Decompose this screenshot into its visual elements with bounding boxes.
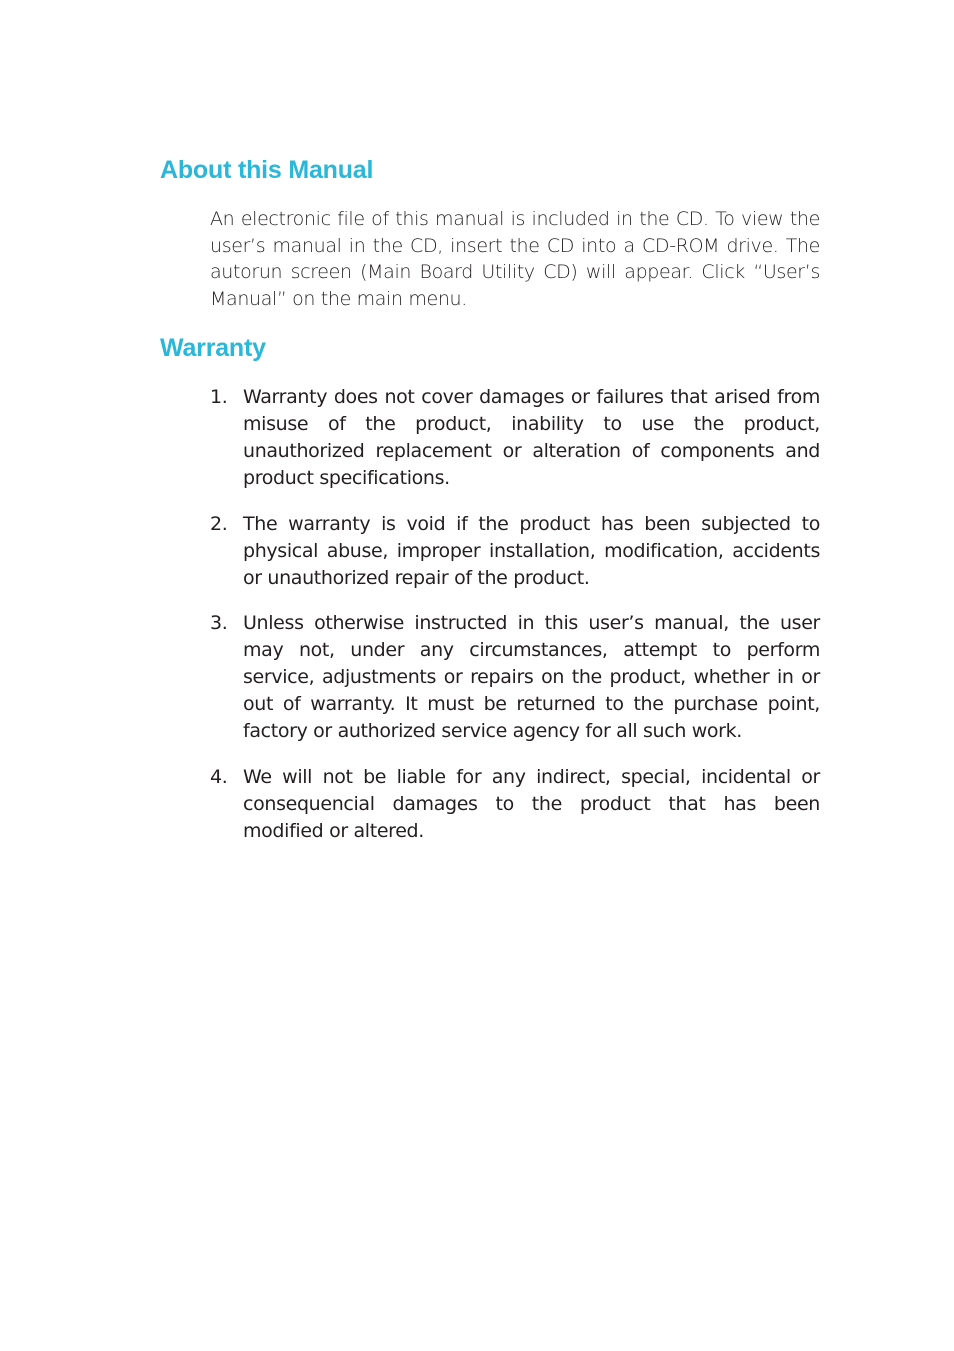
warranty-item-number: 2. — [210, 513, 228, 535]
about-manual-heading: About this Manual — [160, 156, 374, 184]
warranty-item-number: 4. — [210, 766, 228, 788]
warranty-heading: Warranty — [160, 334, 266, 362]
warranty-item-number: 3. — [210, 612, 228, 634]
warranty-item-text: Unless otherwise instructed in this user’s manual, the user may not, under any circumstances, attempt to perform service, adjustments or repairs on the product, whether in or out of warranty. It must be returned to the purchase point, factory or authorized service agency for all such work. — [243, 612, 820, 742]
warranty-item-number: 1. — [210, 386, 228, 408]
warranty-item-text: The warranty is void if the product has been subjected to physical abuse, improper installation, modification, accidents or unauthorized repair of the product. — [243, 513, 820, 589]
warranty-item-text: We will not be liable for any indirect, special, incidental or consequencial damages to the product that has been modified or altered. — [243, 766, 820, 842]
about-manual-paragraph: An electronic file of this manual is included in the CD. To view the user’s manual in the CD, insert the CD into a CD-ROM drive. The autorun screen (Main Board Utility CD) will appear. Click “User’s Manual” on the main menu. — [210, 208, 820, 311]
warranty-item-text: Warranty does not cover damages or failures that arised from misuse of the product, inability to use the product, unauthorized replacement or alteration of components and product specifications. — [243, 386, 820, 489]
